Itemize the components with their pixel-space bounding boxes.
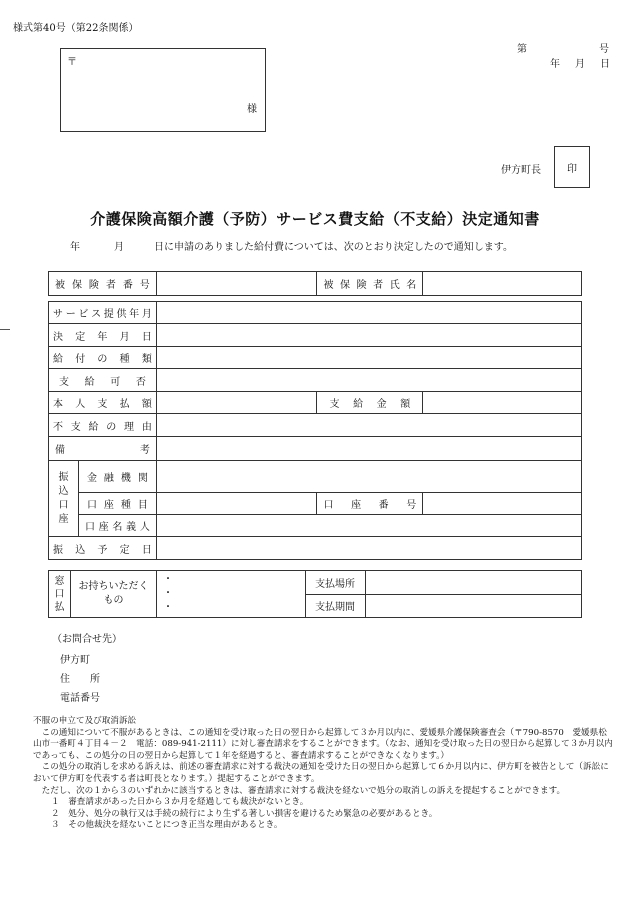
- seal-box: [554, 146, 590, 188]
- margin-mark: [0, 329, 10, 330]
- decision-date-label: 決定年月日: [53, 331, 152, 343]
- intro-month: 月: [114, 242, 124, 253]
- decision-table: [48, 301, 582, 560]
- insured-number-label: 被保険者番号: [55, 280, 150, 291]
- payment-place-field[interactable]: [365, 571, 581, 595]
- issuer-name: 伊方町長: [501, 165, 541, 176]
- account-number-label: 口座番号: [323, 500, 417, 511]
- account-holder-field[interactable]: [156, 515, 581, 537]
- contact-address-label: 住 所: [60, 674, 100, 685]
- month-label: 月: [575, 59, 585, 70]
- remarks-field[interactable]: [156, 437, 581, 461]
- approval-label: 支給可否: [59, 376, 146, 388]
- notice-item: １ 審査請求があった日から３か月を経過しても裁決がないとき。: [51, 797, 309, 808]
- item-bullet: ・: [162, 602, 173, 613]
- payment-period-label: 支払期間: [315, 602, 356, 614]
- insured-table: [48, 271, 582, 296]
- benefit-type-field[interactable]: [156, 347, 581, 369]
- seal-label: 印: [567, 163, 577, 175]
- insured-name-label: 被保険者氏名: [323, 280, 417, 291]
- recipient-address-box: [60, 48, 266, 132]
- transfer-group-label: 振込口座: [58, 471, 69, 525]
- payment-amount-label: 支給金額: [329, 399, 411, 410]
- transfer-date-field[interactable]: [156, 537, 581, 560]
- intro-body: 日に申請のありました給付費については、次のとおり決定したので通知します。: [154, 242, 513, 253]
- contact-phone-label: 電話番号: [60, 693, 100, 704]
- nonpayment-reason-label: 不支給の理由: [53, 421, 152, 433]
- postal-mark: 〒: [67, 57, 77, 68]
- self-paid-field[interactable]: [156, 392, 317, 414]
- window-group-label: 窓口払: [54, 575, 65, 613]
- notice-heading: 不服の申立て及び取消訴訟: [33, 716, 137, 726]
- payment-place-label: 支払場所: [315, 578, 356, 590]
- items-label: お持ちいただくもの: [78, 581, 149, 606]
- service-month-field[interactable]: [156, 302, 581, 324]
- go-label: 号: [599, 44, 609, 55]
- day-label: 日: [600, 59, 610, 70]
- items-field[interactable]: [156, 571, 305, 618]
- account-holder-label: 口座名義人: [84, 522, 150, 533]
- notice-paragraph-1: この通知について不服があるときは、この通知を受け取った日の翌日から起算して３か月以内に、愛媛県介護保険審査会（〒790-8570 愛媛県松山市一番町４丁目４－２ 電話：089-941-2111）に対し審査請求をすることができます。（なお、通知を受け取った日の翌日から起算して３か月以内であっても、この処分の日の翌日から起算して１年を経過すると、審査請求することができなくなります。）: [33, 727, 613, 761]
- contact-town: 伊方町: [60, 655, 90, 666]
- item-bullet: ・: [162, 588, 173, 599]
- item-bullet: ・: [162, 574, 173, 585]
- intro-text: [70, 238, 513, 253]
- appeal-notice: [33, 716, 613, 832]
- honorific: 様: [247, 104, 257, 115]
- notice-paragraph-3: ただし、次の１から３のいずれかに該当するときは、審査請求に対する裁決を経ないで処分の取消しの訴えを提起することができます。: [41, 785, 566, 796]
- notice-item: ２ 処分、処分の執行又は手続の続行により生ずる著しい損害を避けるため緊急の必要があるとき。: [51, 808, 438, 819]
- dai-label: 第: [517, 44, 527, 55]
- issue-date: [550, 55, 610, 70]
- form-number: 様式第40号（第22条関係）: [13, 23, 139, 34]
- account-type-label: 口座種目: [86, 500, 148, 511]
- service-month-label: サービス提供年月: [53, 309, 152, 320]
- notice-paragraph-2: この処分の取消しを求める訴えは、前述の審査請求に対する裁決の通知を受けた日の翌日から起算して６か月以内に、伊方町を被告として（訴訟において伊方町を代表する者は町長となります。）提起することができます。: [33, 762, 609, 784]
- account-number-field[interactable]: [423, 493, 582, 515]
- insured-name-field[interactable]: [423, 272, 582, 296]
- remarks-label: 備考: [55, 445, 150, 456]
- intro-year: 年: [70, 242, 80, 253]
- nonpayment-reason-field[interactable]: [156, 414, 581, 437]
- document-title: 介護保険高額介護（予防）サービス費支給（不支給）決定通知書: [90, 210, 540, 228]
- payment-period-field[interactable]: [365, 594, 581, 618]
- document-number: [517, 40, 609, 55]
- bank-field[interactable]: [156, 461, 581, 493]
- year-label: 年: [550, 59, 560, 70]
- contact-heading: （お問合せ先）: [52, 634, 122, 645]
- window-payment-table: [48, 570, 582, 618]
- payment-amount-field[interactable]: [423, 392, 582, 414]
- notice-item: ３ その他裁決を経ないことにつき正当な理由があるとき。: [51, 820, 283, 831]
- account-type-field[interactable]: [156, 493, 317, 515]
- self-paid-label: 本人支払額: [53, 399, 152, 410]
- benefit-type-label: 給付の種類: [53, 354, 152, 365]
- insured-number-field[interactable]: [156, 272, 317, 296]
- decision-date-field[interactable]: [156, 324, 581, 347]
- transfer-date-label: 振込予定日: [53, 544, 152, 556]
- bank-label: 金融機関: [86, 473, 148, 484]
- approval-field[interactable]: [156, 369, 581, 392]
